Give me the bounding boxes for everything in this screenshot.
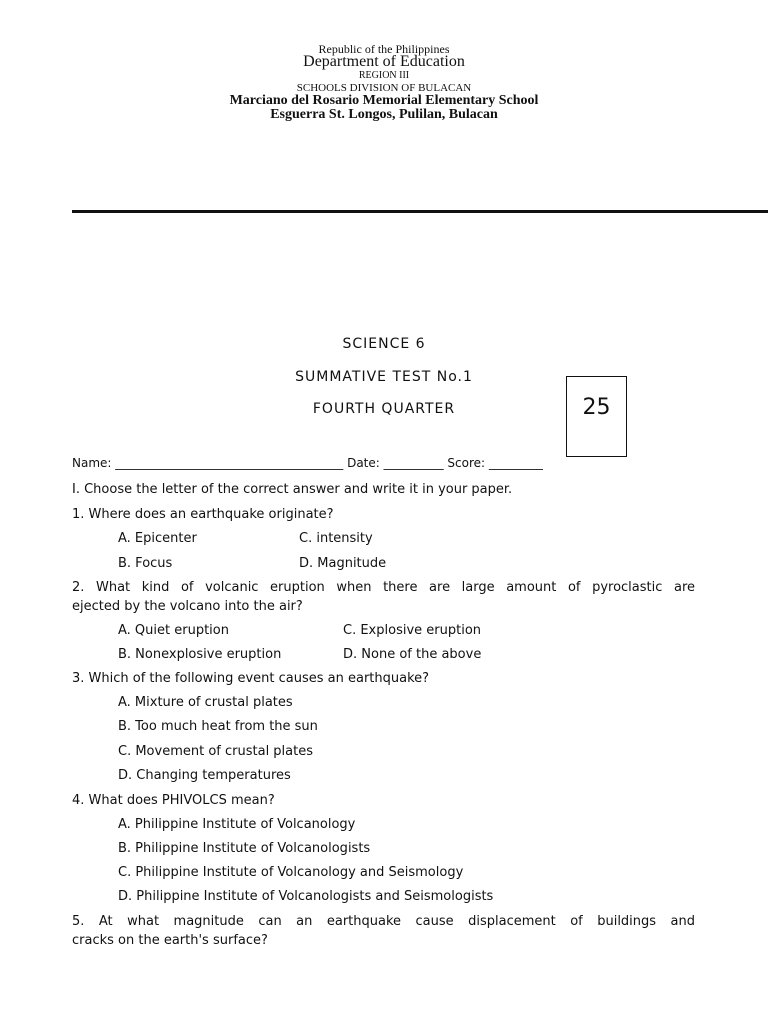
q2-option-b: B. Nonexplosive eruption <box>118 647 282 662</box>
question-3: 3. Which of the following event causes an earthquake? <box>72 671 430 686</box>
header-department: Department of Education <box>303 53 465 70</box>
q3-option-c: C. Movement of crustal plates <box>118 744 314 759</box>
question-2-line-1: 2. What kind of volcanic eruption when there are large amount of pyroclastic are <box>72 580 695 595</box>
header-division: SCHOOLS DIVISION OF BULACAN <box>296 82 472 94</box>
q3-option-b: B. Too much heat from the sun <box>118 719 318 734</box>
q4-option-a: A. Philippine Institute of Volcanology <box>118 817 356 832</box>
header-divider <box>72 210 768 213</box>
q2-option-d: D. None of the above <box>343 647 482 662</box>
q1-option-b: B. Focus <box>118 556 173 571</box>
question-5-line-1: 5. At what magnitude can an earthquake cause displacement of buildings and <box>72 914 695 929</box>
subject-title: SCIENCE 6 <box>342 336 426 352</box>
question-4: 4. What does PHIVOLCS mean? <box>72 793 275 808</box>
question-5-line-2: cracks on the earth's surface? <box>72 933 268 948</box>
header-republic: Republic of the Philippines <box>318 42 450 56</box>
question-2-line-2: ejected by the volcano into the air? <box>72 599 303 614</box>
instructions: I. Choose the letter of the correct answer and write it in your paper. <box>72 482 513 497</box>
q1-option-a: A. Epicenter <box>118 531 197 546</box>
total-score-value: 25 <box>582 395 611 420</box>
q2-option-c: C. Explosive eruption <box>343 623 482 638</box>
header-school: Marciano del Rosario Memorial Elementary School <box>229 93 539 108</box>
total-score-box <box>566 376 627 457</box>
q4-option-b: B. Philippine Institute of Volcanologists <box>118 841 371 856</box>
quarter-title: FOURTH QUARTER <box>312 401 456 417</box>
q1-option-c: C. intensity <box>299 531 373 546</box>
q3-option-a: A. Mixture of crustal plates <box>118 695 293 710</box>
q1-option-d: D. Magnitude <box>299 556 387 571</box>
header-region: REGION III <box>358 70 410 81</box>
test-title: SUMMATIVE TEST No.1 <box>295 369 473 385</box>
q4-option-d: D. Philippine Institute of Volcanologists and Seismologists <box>118 889 494 904</box>
q3-option-d: D. Changing temperatures <box>118 768 291 783</box>
student-info-line: Name: ______________________________________ Date: __________ Score: _________ <box>72 456 543 470</box>
question-1: 1. Where does an earthquake originate? <box>72 507 334 522</box>
header-address: Esguerra St. Longos, Pulilan, Bulacan <box>270 107 498 122</box>
q4-option-c: C. Philippine Institute of Volcanology and Seismology <box>118 865 464 880</box>
q2-option-a: A. Quiet eruption <box>118 623 229 638</box>
